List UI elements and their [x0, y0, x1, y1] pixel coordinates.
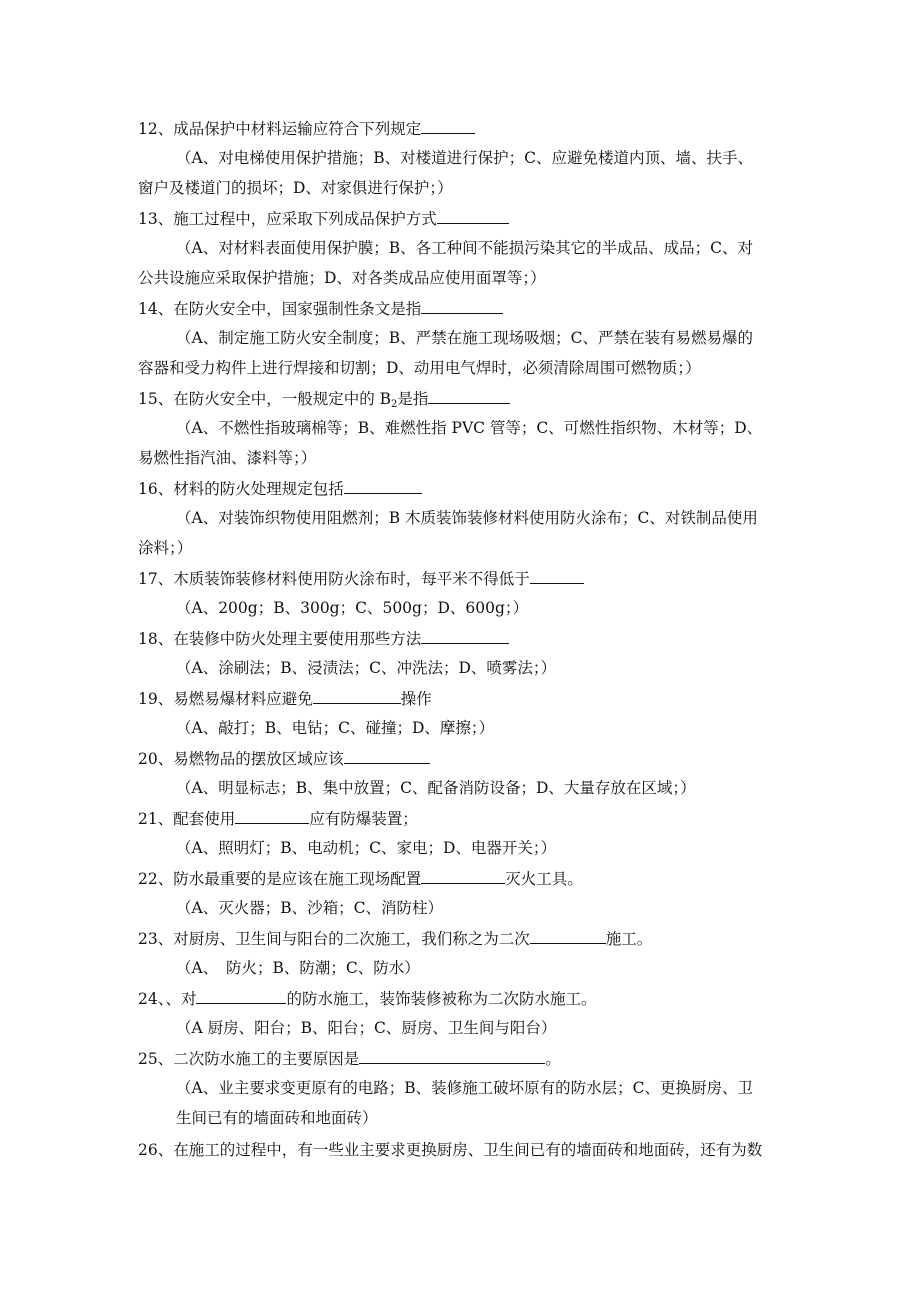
answer-blank [196, 988, 286, 1004]
question-23 [138, 928, 652, 949]
question-13-options-cont: 公共设施应采取保护措施；D、对各类成品应使用面罩等；） [138, 269, 546, 287]
answer-blank [344, 748, 430, 764]
question-text-tail: 灭火工具。 [505, 870, 583, 888]
question-text: 16、材料的防火处理规定包括 [138, 480, 344, 498]
question-15-options: （A、不燃性指玻璃棉等；B、难燃性指 PVC 管等；C、可燃性指织物、木材等；D、 [176, 419, 763, 437]
question-text: 24、、对 [138, 990, 197, 1008]
question-16 [138, 478, 422, 499]
question-12-options: （A、对电梯使用保护措施；B、对楼道进行保护；C、应避免楼道内顶、墙、扶手、 [176, 149, 753, 167]
question-23-options: （A、 防火；B、防潮；C、防水） [176, 959, 420, 977]
question-text: 13、施工过程中，应采取下列成品保护方式 [138, 210, 437, 228]
question-text-tail: 的防水施工，装饰装修被称为二次防水施工。 [286, 990, 597, 1008]
question-text: 18、在装修中防火处理主要使用那些方法 [138, 630, 422, 648]
question-14 [138, 298, 503, 319]
question-text-tail: 操作 [400, 690, 432, 708]
question-text-tail: 应有防爆装置； [309, 810, 418, 828]
question-21-options: （A、照明灯；B、电动机；C、家电；D、电器开关；） [176, 839, 557, 857]
question-text-tail: 施工。 [605, 930, 653, 948]
question-13 [138, 208, 509, 229]
question-text: 12、成品保护中材料运输应符合下列规定 [138, 120, 422, 138]
question-text: 20、易燃物品的摆放区域应该 [138, 750, 344, 768]
question-25-options-cont: 生间已有的墙面砖和地面砖） [176, 1109, 378, 1127]
question-19-options: （A、敲打；B、电钻；C、碰撞；D、摩擦；） [176, 719, 495, 737]
answer-blank [359, 1048, 545, 1064]
question-text: 23、对厨房、卫生间与阳台的二次施工，我们称之为二次 [138, 930, 530, 948]
question-17 [138, 568, 584, 589]
question-22-options: （A、灭火器；B、沙箱；C、消防柱） [176, 899, 443, 917]
question-text-tail: 是指 [397, 390, 429, 408]
question-15 [138, 388, 510, 409]
answer-blank [344, 478, 422, 494]
answer-blank [421, 628, 509, 644]
answer-blank [530, 928, 606, 944]
question-18 [138, 628, 509, 649]
question-22 [138, 868, 583, 889]
answer-blank [421, 868, 505, 884]
question-text: 26、在施工的过程中，有一些业主要求更换厨房、卫生间已有的墙面砖和地面砖，还有为数 [138, 1141, 763, 1159]
answer-blank [437, 208, 509, 224]
question-20-options: （A、明显标志；B、集中放置；C、配备消防设备；D、大量存放在区域；） [176, 779, 696, 797]
answer-blank [421, 298, 503, 314]
subscript: 2 [391, 399, 398, 410]
answer-blank [428, 388, 510, 404]
answer-blank [235, 808, 309, 824]
answer-blank [530, 568, 584, 584]
question-19 [138, 688, 432, 709]
question-17-options: （A、200g；B、300g；C、500g；D、600g；） [176, 599, 529, 617]
question-24 [138, 988, 597, 1009]
question-text: 14、在防火安全中，国家强制性条文是指 [138, 300, 422, 318]
question-14-options: （A、制定施工防火安全制度；B、严禁在施工现场吸烟；C、严禁在装有易燃易爆的 [176, 329, 753, 347]
question-25-options: （A、业主要求变更原有的电路；B、装修施工破坏原有的防水层；C、更换厨房、卫 [176, 1079, 753, 1097]
question-18-options: （A、涂刷法；B、浸渍法；C、冲洗法；D、喷雾法；） [176, 659, 557, 677]
question-24-options: （A 厨房、阳台；B、阳台；C、厨房、卫生间与阳台） [176, 1019, 557, 1037]
question-12-options-cont: 窗户及楼道门的损坏；D、对家俱进行保护；） [138, 179, 453, 197]
question-12 [138, 118, 475, 139]
question-text: 25、二次防水施工的主要原因是 [138, 1050, 360, 1068]
question-13-options: （A、对材料表面使用保护膜；B、各工种间不能损污染其它的半成品、成品；C、对 [176, 239, 753, 257]
question-15-options-cont: 易燃性指汽油、漆料等；） [138, 449, 317, 467]
answer-blank [313, 688, 401, 704]
question-25 [138, 1048, 561, 1069]
question-text: 21、配套使用 [138, 810, 236, 828]
question-text-tail: 。 [545, 1050, 561, 1068]
question-26 [138, 1140, 762, 1160]
question-text: 19、易燃易爆材料应避免 [138, 690, 313, 708]
question-text: 22、防水最重要的是应该在施工现场配置 [138, 870, 422, 888]
question-16-options: （A、对装饰织物使用阻燃剂；B 木质装饰装修材料使用防火涂布；C、对铁制品使用 [176, 509, 758, 527]
question-16-options-cont: 涂料；） [138, 539, 193, 557]
answer-blank [421, 118, 475, 134]
question-21 [138, 808, 418, 829]
question-20 [138, 748, 430, 769]
question-text: 17、木质装饰装修材料使用防火涂布时，每平米不得低于 [138, 570, 530, 588]
question-14-options-cont: 容器和受力构件上进行焊接和切割；D、动用电气焊时，必须清除周围可燃物质；） [138, 359, 701, 377]
question-text: 15、在防火安全中，一般规定中的 B [138, 390, 392, 408]
